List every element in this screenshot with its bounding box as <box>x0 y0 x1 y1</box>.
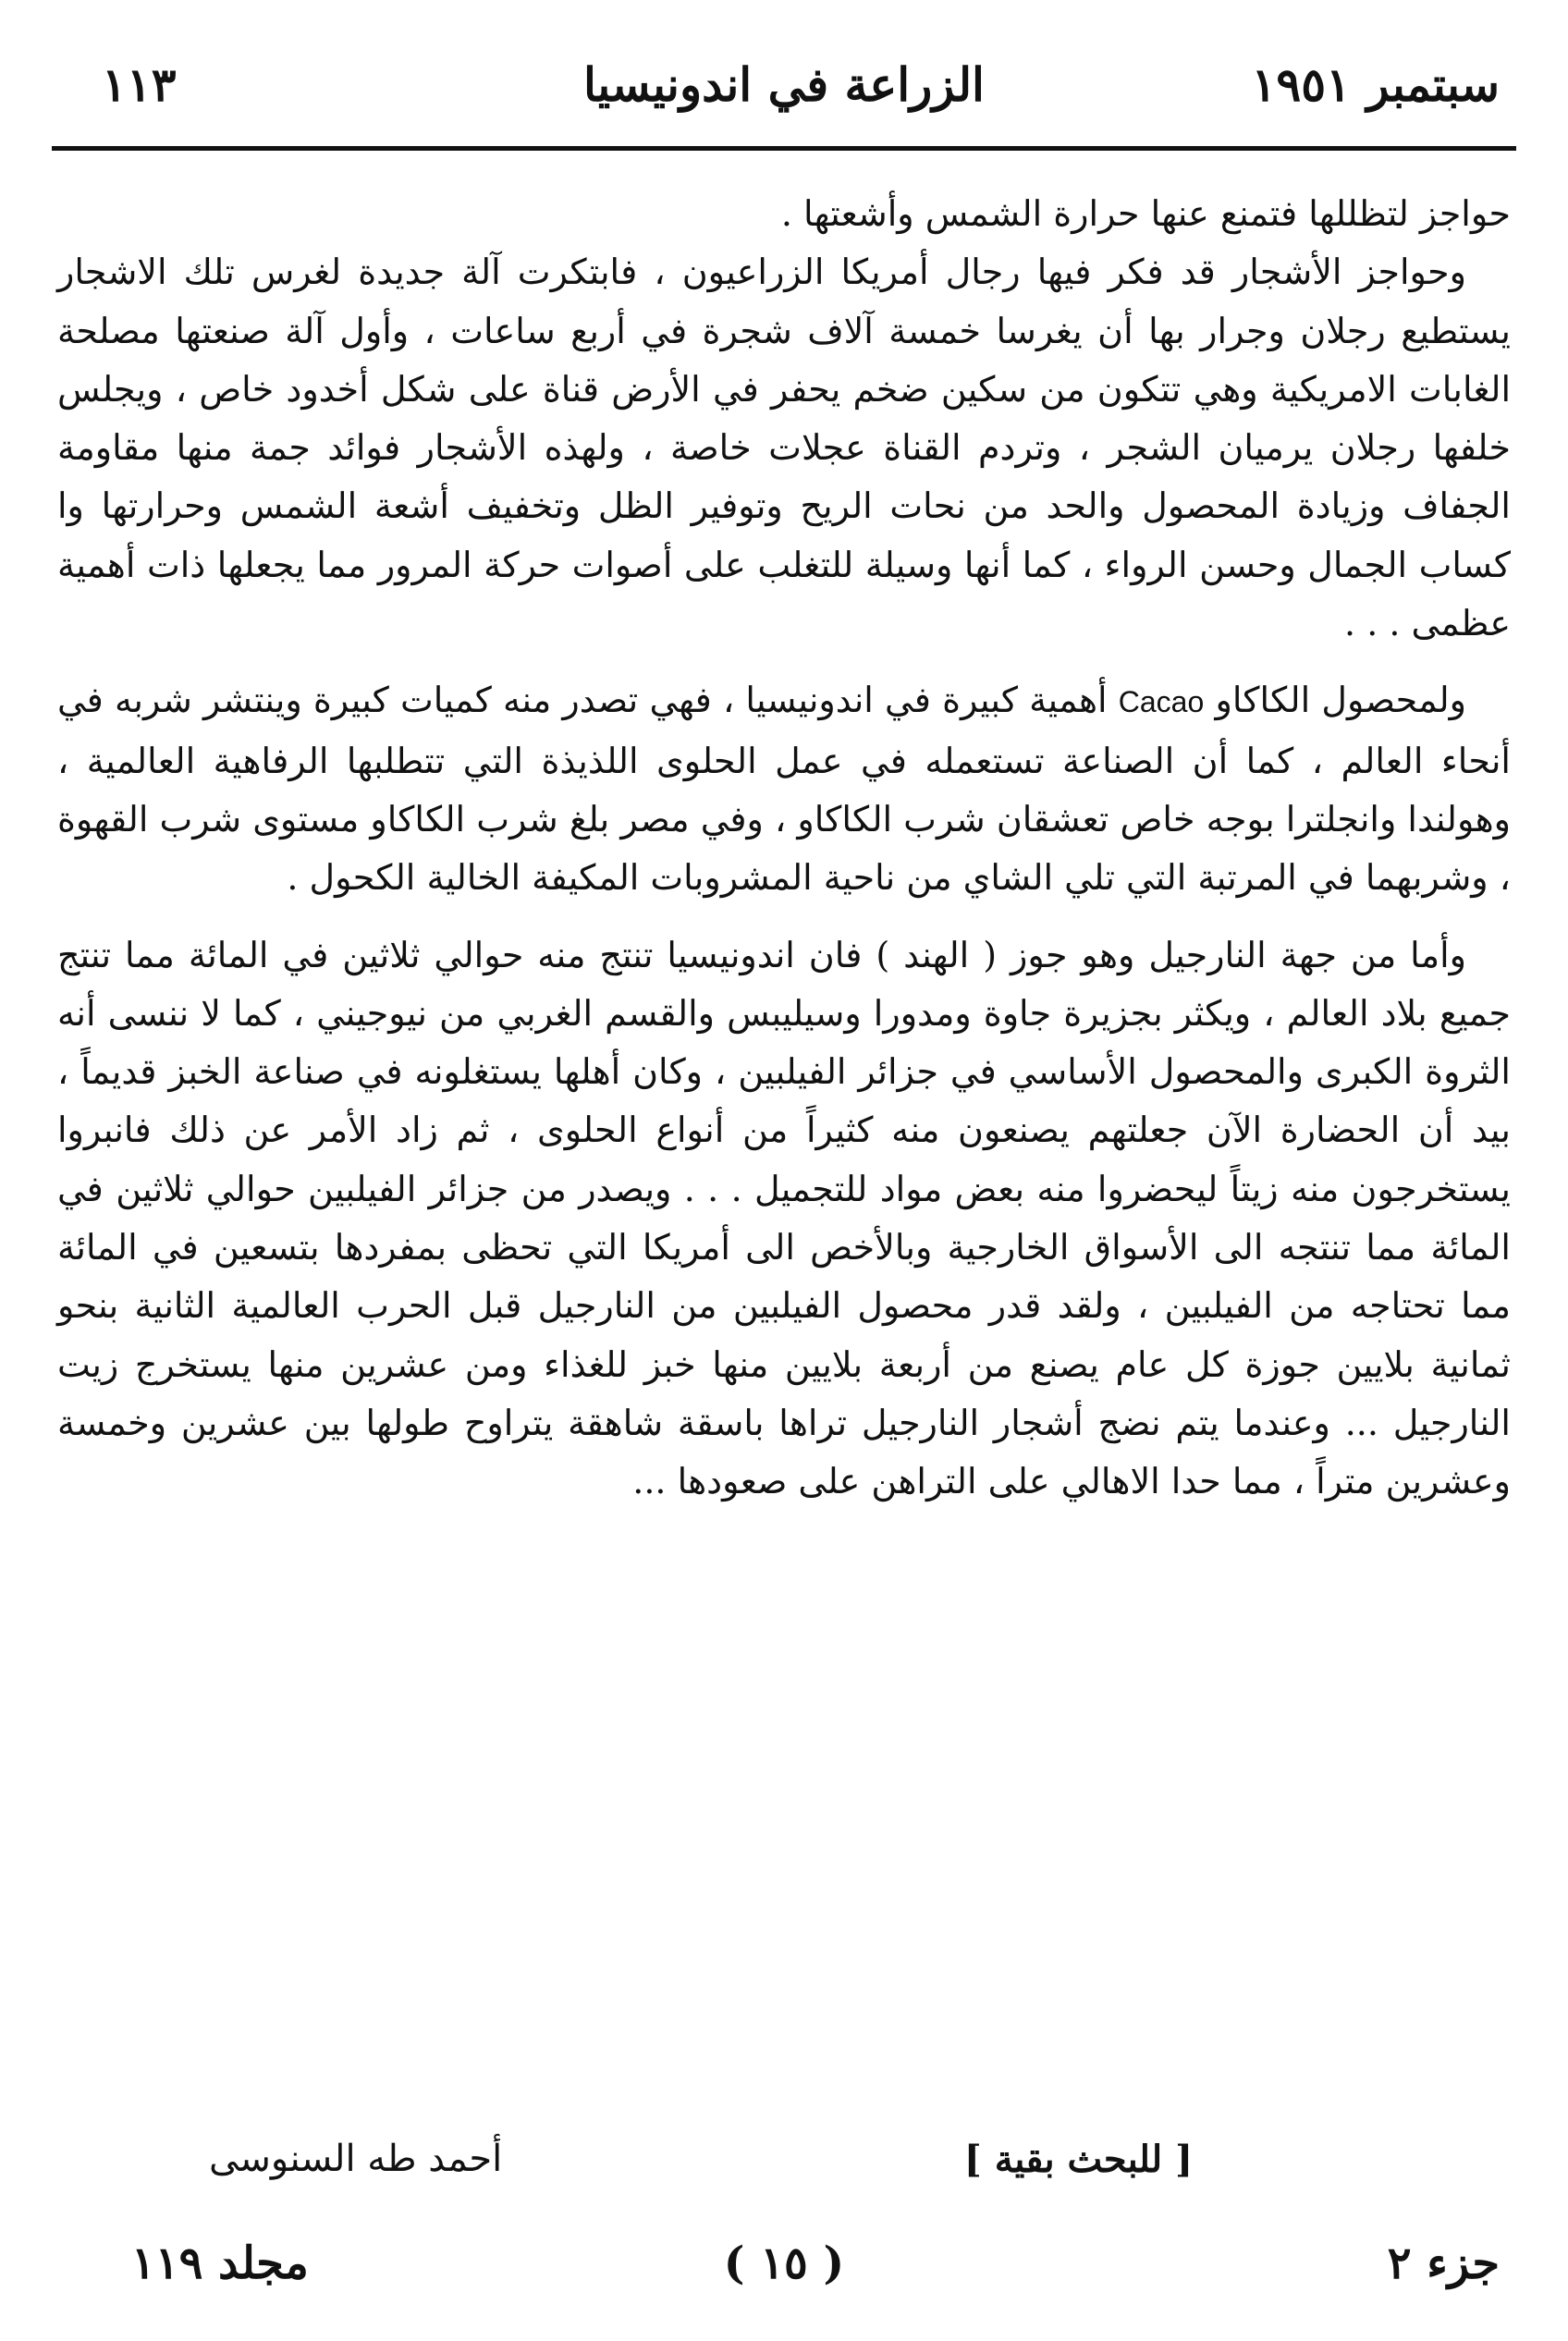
header-rule <box>52 146 1516 151</box>
paragraph-1: حواجز لتظللها فتمنع عنها حرارة الشمس وأشعتها . <box>780 193 1511 234</box>
header-title: الزراعة في اندونيسيا <box>583 57 985 112</box>
paragraph-4 <box>57 926 1511 1512</box>
footer-issue: ( ١٥ ) <box>723 2237 845 2289</box>
signature-row <box>52 2138 1516 2202</box>
article-body <box>57 185 1511 1512</box>
paragraph-2-text: وحواجز الأشجار قد فكر فيها رجال أمريكا الزراعيون ، فابتكرت آلة جديدة لغرس تلك الاشجار يستطيع رجلان وجرار بها أن يغرسا خمسة آلاف شجرة في أربع ساعات ، وأول آلة صنعتها مصلحة الغابات الامريكية وهي تتكون من سكين ضخم يحفر في الأرض قناة على شكل أخدود خاص ، ويجلس خلفها رجلان يرميان الشجر ، وتردم القناة عجلات خاصة ، ولهذه الأشجار فوائد جمة منها مقاومة الجفاف وزيادة المحصول والحد من نحات الريح وتوفير الظل وتخفيف أشعة الشمس وحرارتها وا كساب الجمال وحسن الرواء ، كما أنها وسيلة للتغلب على أصوات حركة المرور مما يجعلها ذات أهمية عظمى . . . <box>57 251 1511 644</box>
footer-volume: مجلد ١١٩ <box>131 2237 309 2289</box>
footer-part: جزء ٢ <box>1387 2237 1500 2289</box>
header-page-number: ١١٣ <box>102 57 177 112</box>
continued-note: [ للبحث بقية ] <box>963 2138 1193 2181</box>
header-date: سبتمبر ١٩٥١ <box>1251 57 1500 112</box>
journal-page <box>52 37 1516 2304</box>
paragraph-3-text-start: ولمحصول الكاكاو <box>1215 680 1466 721</box>
running-header <box>52 37 1516 126</box>
paragraph-4-text: وأما من جهة النارجيل وهو جوز ( الهند ) فان اندونيسيا تنتج منه حوالي ثلاثين في المائة مما تنتج جميع بلاد العالم ، ويكثر بجزيرة جاوة ومدورا وسيليبس والقسم الغربي من نيوجيني ، كما لا ننسى أنه الثروة الكبرى والمحصول الأساسي في جزائر الفيلبين ، وكان أهلها يستغلونه في صناعة الخبز قديماً ، بيد أن الحضارة الآن جعلتهم يصنعون منه كثيراً من أنواع الحلوى ، ثم زاد الأمر عن ذلك فانبروا يستخرجون منه زيتاً ليحضروا منه بعض مواد للتجميل . . . ويصدر من جزائر الفيلبين حوالي ثلاثين في المائة مما تنتجه الى الأسواق الخارجية وبالأخص الى أمريكا التي تحظى بمفردها بتسعين في المائة مما تحتاجه من الفيلبين ، ولقد قدر محصول الفيلبين من النارجيل قبل الحرب العالمية الثانية بنحو ثمانية بلايين جوزة كل عام يصنع من أربعة بلايين منها خبز للغذاء ومن عشرين منها يستخرج زيت النارجيل ... وعندما يتم نضج أشجار النارجيل تراها باسقة شاهقة يتراوح طولها بين عشرين وخمسة وعشرين متراً ، مما حدا الاهالي على التراهن على صعودها ... <box>57 934 1511 1502</box>
page-footer <box>52 2237 1516 2302</box>
author-name: أحمد طه السنوسى <box>209 2138 503 2180</box>
paragraph-3 <box>57 671 1511 907</box>
paragraph-2 <box>57 243 1511 653</box>
paragraph-3-latin-term: Cacao <box>1118 685 1205 719</box>
paragraph-3-text-end: أهمية كبيرة في اندونيسيا ، فهي تصدر منه كميات كبيرة وينتشر شربه في أنحاء العالم ، كما أن الصناعة تستعمله في عمل الحلوى اللذيذة التي تتطلبها الرفاهية العالمية ، وهولندا وانجلترا بوجه خاص تعشقان شرب الكاكاو ، وفي مصر بلغ شرب الكاكاو مستوى شرب القهوة ، وشربهما في المرتبة التي تلي الشاي من ناحية المشروبات المكيفة الخالية الكحول . <box>57 680 1511 899</box>
